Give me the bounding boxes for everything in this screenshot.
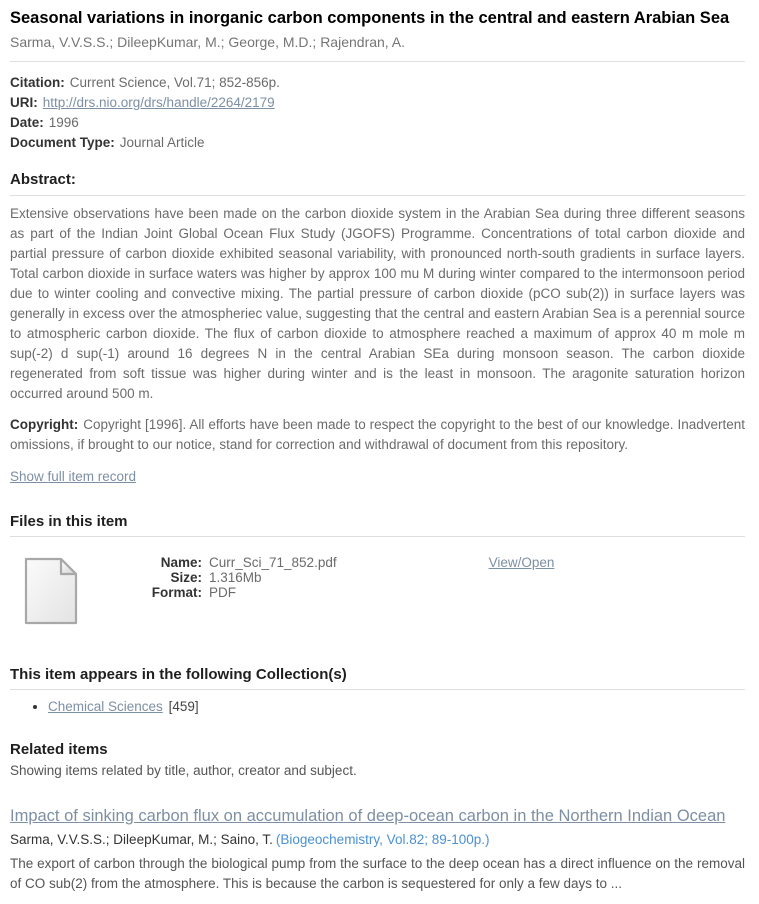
files-heading: Files in this item (10, 513, 128, 530)
citation-value: Current Science, Vol.71; 852-856p. (69, 75, 280, 90)
uri-link[interactable]: http://drs.nio.org/drs/handle/2264/2179 (42, 95, 275, 110)
file-name-label: Name: (160, 555, 202, 570)
copyright-paragraph (10, 415, 745, 455)
file-size-label: Size: (170, 570, 202, 585)
item-authors: Sarma, V.V.S.S.; DileepKumar, M.; George, M.D.; Rajendran, A. (10, 34, 406, 50)
file-format-value: PDF (209, 585, 236, 600)
date-row (10, 113, 745, 133)
related-items-subtitle: Showing items related by title, author, creator and subject. (10, 763, 357, 778)
collections-heading: This item appears in the following Collection(s) (10, 666, 347, 683)
show-full-item-record-link[interactable]: Show full item record (10, 469, 137, 484)
collections-list (10, 698, 745, 716)
divider (10, 689, 745, 690)
file-format-row (122, 585, 337, 600)
copyright-text: Copyright [1996]. All efforts have been made to respect the copyright to the best of our knowledge. Inadvertent omissions, if brought to our notice, stand for correction and withdrawal of document from this repository. (10, 417, 745, 452)
file-icon (22, 555, 80, 632)
uri-row (10, 93, 745, 113)
divider (10, 536, 745, 537)
date-value: 1996 (48, 115, 79, 130)
doctype-label: Document Type: (10, 135, 115, 150)
divider (10, 195, 745, 196)
list-item (48, 698, 745, 716)
abstract-section (10, 170, 745, 455)
page-title: Seasonal variations in inorganic carbon components in the central and eastern Arabian Sea (10, 9, 730, 27)
related-items-heading: Related items (10, 741, 108, 758)
copyright-label: Copyright: (10, 417, 79, 432)
related-item-title-link[interactable]: Impact of sinking carbon flux on accumulation of deep-ocean carbon in the Northern Indian Ocean (10, 807, 726, 825)
collection-link[interactable]: Chemical Sciences (48, 699, 163, 714)
file-name-value: Curr_Sci_71_852.pdf (209, 555, 337, 570)
file-name-row (122, 555, 337, 570)
related-item-snippet: The export of carbon through the biological pump from the surface to the deep ocean has a direct influence on the removal of CO sub(2) from the atmosphere. This is because the carbon is sequestered for only a few days to ... (10, 856, 745, 891)
file-size-value: 1.316Mb (209, 570, 262, 585)
doctype-value: Journal Article (119, 135, 205, 150)
related-authors-text: Sarma, V.V.S.S.; DileepKumar, M.; Saino, T. (10, 832, 273, 847)
abstract-heading: Abstract: (10, 171, 76, 188)
abstract-text: Extensive observations have been made on the carbon dioxide system in the Arabian Sea during three different seasons as part of the Indian Joint Global Ocean Flux Study (JGOFS) Programme. Concentrations of total carbon dioxide and partial pressure of carbon dioxide exhibited seasonal variability, with pronounced north-south gradients in surface layers. Total carbon dioxide in surface waters was higher by approx 100 mu M during winter compared to the intermonsoon period due to winter cooling and convective mixing. The partial pressure of carbon dioxide (pCO sub(2)) in surface layers was generally in excess over the atmospheriec value, suggesting that the central and eastern Arabian Sea is a perennial source to atmospheric carbon dioxide. The flux of carbon dioxide to atmosphere reached a maximum of approx 40 m mole m sup(-2) d sup(-1) around 16 degrees N in the central Arabian SEa during monsoon season. The carbon dioxide regenerated from soft tissue was higher during winter and is the least in monsoon. The aragonite saturation horizon occurred around 500 m. (10, 206, 745, 401)
uri-label: URI: (10, 95, 38, 110)
collection-count: [459] (168, 699, 199, 714)
file-size-row (122, 570, 337, 585)
file-row (10, 555, 745, 632)
file-details (122, 555, 337, 600)
related-item-authors (10, 831, 745, 849)
view-open-wrap (489, 555, 555, 570)
related-items-section (10, 740, 745, 894)
date-label: Date: (10, 115, 44, 130)
related-citation-link[interactable]: (Biogeochemistry, Vol.82; 89-100p.) (275, 832, 490, 847)
files-section (10, 512, 745, 632)
view-open-link[interactable]: View/Open (488, 555, 555, 570)
divider (10, 61, 745, 62)
citation-label: Citation: (10, 75, 65, 90)
related-item (10, 806, 745, 894)
file-format-label: Format: (151, 585, 202, 600)
doctype-row (10, 133, 745, 153)
metadata-block (10, 73, 745, 153)
collections-section (10, 665, 745, 716)
citation-row (10, 73, 745, 93)
